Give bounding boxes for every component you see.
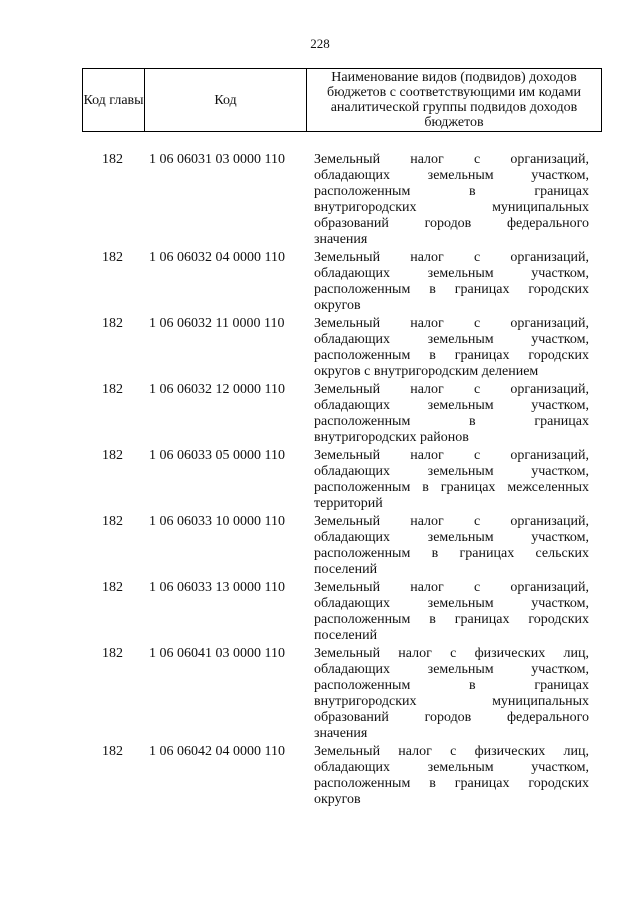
income-description — [314, 316, 589, 380]
header-income-name: Наименование видов (подвидов) доходов бюджетов с соответствующими им кодами аналитической группы подвидов доходов бюджетов — [306, 69, 601, 131]
description-line: Земельный налог с организаций, — [314, 448, 589, 463]
description-line: Земельный налог с организаций, — [314, 382, 589, 397]
description-line: обладающих земельным участком, — [314, 332, 589, 347]
income-description — [314, 382, 589, 446]
income-description — [314, 580, 589, 644]
description-line: расположенным в границах сельских — [314, 546, 589, 561]
description-line: обладающих земельным участком, — [314, 464, 589, 479]
description-line: поселений — [314, 628, 378, 643]
description-line: обладающих земельным участком, — [314, 596, 589, 611]
chapter-code: 182 — [102, 316, 123, 331]
description-line: Земельный налог с организаций, — [314, 152, 589, 167]
page-number: 228 — [310, 36, 330, 51]
description-line: Земельный налог с физических лиц, — [314, 646, 589, 661]
budget-code: 1 06 06032 04 0000 110 — [149, 250, 285, 265]
chapter-code: 182 — [102, 382, 123, 397]
income-description — [314, 514, 589, 578]
description-line: расположенным в границах — [314, 678, 589, 693]
description-line: расположенным в границах городских — [314, 612, 589, 627]
income-description — [314, 152, 589, 248]
income-description — [314, 744, 589, 808]
description-line: расположенным в границах — [314, 184, 589, 199]
chapter-code: 182 — [102, 448, 123, 463]
table-body — [82, 152, 602, 810]
description-line: Земельный налог с физических лиц, — [314, 744, 589, 759]
chapter-code: 182 — [102, 514, 123, 529]
budget-code: 1 06 06032 12 0000 110 — [149, 382, 285, 397]
table-row — [82, 514, 602, 578]
description-line: внутригородских муниципальных — [314, 200, 589, 215]
budget-code: 1 06 06032 11 0000 110 — [149, 316, 285, 331]
description-line: Земельный налог с организаций, — [314, 580, 589, 595]
table-row — [82, 448, 602, 512]
description-line: расположенным в границах межселенных — [314, 480, 589, 495]
description-line: Земельный налог с организаций, — [314, 250, 589, 265]
chapter-code: 182 — [102, 580, 123, 595]
budget-code: 1 06 06033 05 0000 110 — [149, 448, 285, 463]
table-row — [82, 744, 602, 808]
table-header — [82, 68, 602, 132]
budget-code: 1 06 06041 03 0000 110 — [149, 646, 285, 661]
description-line: образований городов федерального — [314, 710, 589, 725]
table-row — [82, 382, 602, 446]
chapter-code: 182 — [102, 744, 123, 759]
income-description — [314, 250, 589, 314]
description-line: внутригородских районов — [314, 430, 469, 445]
chapter-code: 182 — [102, 250, 123, 265]
table-row — [82, 646, 602, 742]
budget-code: 1 06 06033 13 0000 110 — [149, 580, 285, 595]
description-line: округов с внутригородским делением — [314, 364, 539, 379]
description-line: значения — [314, 726, 368, 741]
description-line: поселений — [314, 562, 378, 577]
description-line: территорий — [314, 496, 383, 511]
description-line: Земельный налог с организаций, — [314, 316, 589, 331]
description-line: Земельный налог с организаций, — [314, 514, 589, 529]
description-line: обладающих земельным участком, — [314, 530, 589, 545]
description-line: обладающих земельным участком, — [314, 662, 589, 677]
description-line: округов — [314, 792, 361, 807]
table-row — [82, 250, 602, 314]
income-description — [314, 646, 589, 742]
description-line: обладающих земельным участком, — [314, 760, 589, 775]
description-line: обладающих земельным участком, — [314, 266, 589, 281]
budget-code: 1 06 06042 04 0000 110 — [149, 744, 285, 759]
description-line: значения — [314, 232, 368, 247]
description-line: обладающих земельным участком, — [314, 398, 589, 413]
description-line: расположенным в границах — [314, 414, 589, 429]
description-line: образований городов федерального — [314, 216, 589, 231]
header-code: Код — [144, 69, 306, 131]
header-chapter-code: Код главы — [83, 92, 144, 108]
budget-code: 1 06 06033 10 0000 110 — [149, 514, 285, 529]
income-description — [314, 448, 589, 512]
chapter-code: 182 — [102, 646, 123, 661]
chapter-code: 182 — [102, 152, 123, 167]
description-line: внутригородских муниципальных — [314, 694, 589, 709]
description-line: расположенным в границах городских — [314, 282, 589, 297]
table-row — [82, 316, 602, 380]
description-line: обладающих земельным участком, — [314, 168, 589, 183]
description-line: округов — [314, 298, 361, 313]
budget-code: 1 06 06031 03 0000 110 — [149, 152, 285, 167]
description-line: расположенным в границах городских — [314, 776, 589, 791]
table-row — [82, 580, 602, 644]
table-row — [82, 152, 602, 248]
description-line: расположенным в границах городских — [314, 348, 589, 363]
